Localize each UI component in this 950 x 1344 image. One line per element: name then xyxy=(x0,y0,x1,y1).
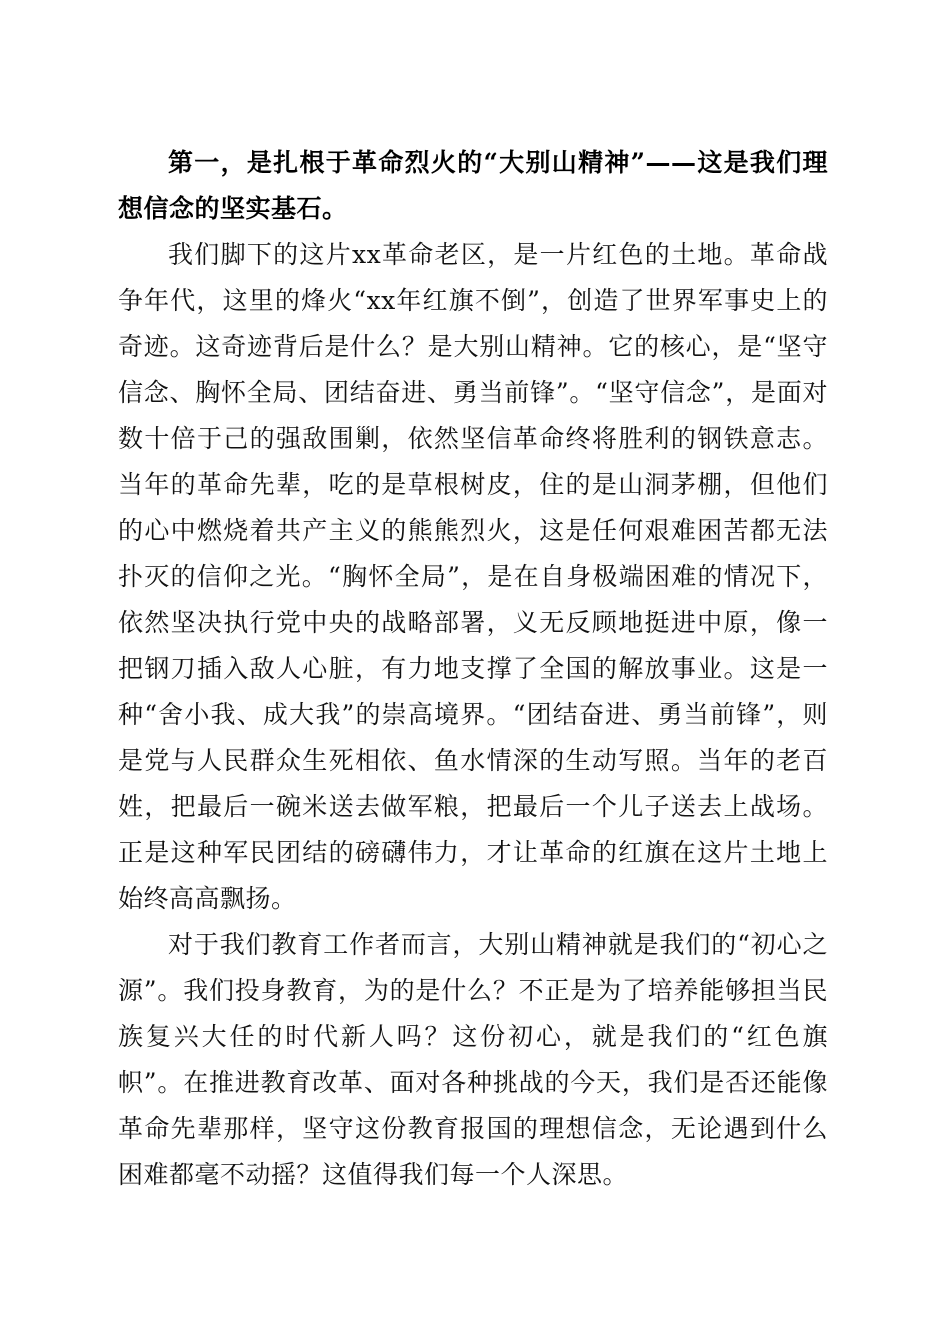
body-paragraph: 我们脚下的这片xx革命老区，是一片红色的土地。革命战争年代，这里的烽火“xx年红旗不倒”，创造了世界军事史上的奇迹。这奇迹背后是什么？是大别山精神。它的核心，是“坚守信念、胸怀全局、团结奋进、勇当前锋”。“坚守信念”，是面对数十倍于己的强敌围剿，依然坚信革命终将胜利的钢铁意志。当年的革命先辈，吃的是草根树皮，住的是山洞茅棚，但他们的心中燃烧着共产主义的熊熊烈火，这是任何艰难困苦都无法扑灭的信仰之光。“胸怀全局”，是在自身极端困难的情况下，依然坚决执行党中央的战略部署，义无反顾地挺进中原，像一把钢刀插入敌人心脏，有力地支撑了全国的解放事业。这是一种“舍小我、成大我”的崇高境界。“团结奋进、勇当前锋”，则是党与人民群众生死相依、鱼水情深的生动写照。当年的老百姓，把最后一碗米送去做军粮，把最后一个儿子送去上战场。正是这种军民团结的磅礴伟力，才让革命的红旗在这片土地上始终高高飘扬。 xyxy=(118,240,828,913)
section-heading: 第一，是扎根于革命烈火的“大别山精神”——这是我们理想信念的坚实基石。 xyxy=(118,148,828,223)
body-paragraph: 对于我们教育工作者而言，大别山精神就是我们的“初心之源”。我们投身教育，为的是什么？不正是为了培养能够担当民族复兴大任的时代新人吗？这份初心，就是我们的“红色旗帜”。在推进教育改革、面对各种挑战的今天，我们是否还能像革命先辈那样，坚守这份教育报国的理想信念，无论遇到什么困难都毫不动摇？这值得我们每一个人深思。 xyxy=(118,930,828,1189)
document-body xyxy=(118,140,828,1198)
